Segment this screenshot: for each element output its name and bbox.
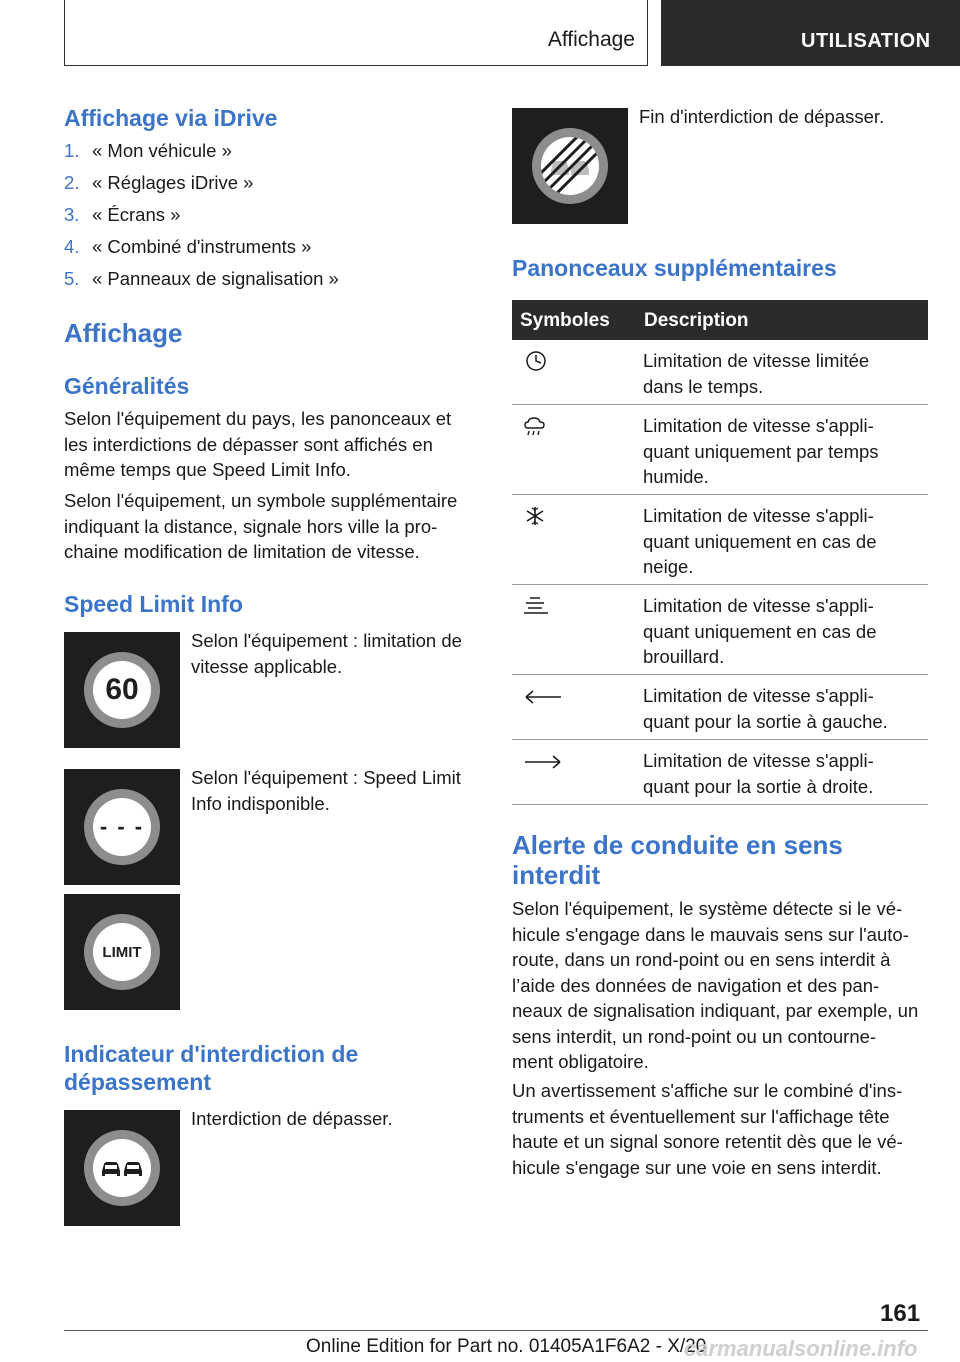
table-row: Limitation de vitesse s'appli‐ quant pour la sortie à droite.: [512, 740, 928, 805]
generalites-paragraph-1: Selon l'équipement du pays, les panonceaux et les interdictions de dépasser sont affichés en même temps que Speed Limit Info.: [64, 408, 452, 480]
table-row: Limitation de vitesse s'appli‐ quant uniquement en cas de brouillard.: [512, 585, 928, 675]
list-item: 3. « Écrans »: [64, 204, 181, 225]
table-header: [512, 300, 928, 340]
sign-60-caption: Selon l'équipement : limitation de vitesse applicable.: [191, 630, 462, 677]
panonceaux-table: [512, 300, 928, 805]
speed-limit-unavailable-sign: [64, 769, 180, 885]
generalites-heading: Généralités: [64, 373, 190, 399]
wrong-way-paragraph-2: Un avertissement s'affiche sur le combiné d'ins‐ truments et éventuellement sur l'affichage tête haute et un signal sonore retentit dès que le vé‐ hicule s'engage sur une voie en sens interdit.: [512, 1080, 903, 1178]
no-overtaking-sign: [64, 1110, 180, 1226]
panonceaux-heading: Panonceaux supplémentaires: [512, 255, 837, 281]
header-chapter-title: UTILISATION: [801, 30, 931, 52]
table-row: Limitation de vitesse s'appli‐ quant uniquement en cas de neige.: [512, 495, 928, 585]
list-item: 4. « Combiné d'instruments »: [64, 236, 312, 257]
sign-dash-label: - - -: [93, 798, 151, 856]
clock-icon: [518, 350, 558, 376]
watermark: carmanualsonline.info: [684, 1336, 918, 1361]
arrow-right-icon: [518, 750, 568, 776]
idrive-steps-list: [64, 138, 339, 298]
sign-limit-label: LIMIT: [93, 923, 151, 981]
end-no-overtaking-sign: [512, 108, 628, 224]
header-section-title: Affichage: [547, 28, 635, 51]
fog-icon: [518, 595, 558, 621]
sign-60-label: 60: [93, 661, 151, 719]
footer-divider: [64, 1330, 928, 1331]
table-row: Limitation de vitesse limitée dans le temps.: [512, 340, 928, 405]
rain-cloud-icon: [518, 415, 558, 441]
header-chapter-tab: [661, 0, 960, 66]
page-number: 161: [880, 1300, 921, 1327]
speed-limit-limit-sign: [64, 894, 180, 1010]
wrong-way-heading: Alerte de conduite en sens interdit: [512, 830, 843, 890]
speed-limit-60-sign: [64, 632, 180, 748]
overtaking-indicator-heading: Indicateur d'interdiction de dépassement: [64, 1041, 359, 1095]
no-overtaking-caption: Interdiction de dépasser.: [191, 1108, 393, 1129]
list-item: 5. « Panneaux de signalisation »: [64, 268, 339, 289]
wrong-way-paragraph-1: Selon l'équipement, le système détecte si le vé‐ hicule s'engage dans le mauvais sens sur l'auto‐ route, dans un rond-point ou en sens interdit à l’aide des données de navigation et des pan‐ neaux de signalisation indiquant, par exemple, un sens interdit, un rond-point ou un contourne‐ ment obligatoire.: [512, 898, 919, 1072]
affichage-heading: Affichage: [64, 318, 183, 348]
footer-edition: Online Edition for Part no. 01405A1F6A2 - X/20: [306, 1336, 707, 1357]
list-item: 1. « Mon véhicule »: [64, 140, 232, 161]
table-row: Limitation de vitesse s'appli‐ quant uniquement par temps humide.: [512, 405, 928, 495]
column-header-description: Description: [644, 310, 749, 331]
generalites-paragraph-2: Selon l'équipement, un symbole supplémentaire indiquant la distance, signale hors ville la pro‐ chaine modification de limitation de vitesse.: [64, 490, 458, 562]
speed-limit-info-heading: Speed Limit Info: [64, 591, 243, 617]
column-header-symboles: Symboles: [520, 310, 610, 331]
two-cars-icon: [99, 1157, 145, 1179]
table-row: Limitation de vitesse s'appli‐ quant pour la sortie à gauche.: [512, 675, 928, 740]
sign-dash-caption: Selon l'équipement : Speed Limit Info indisponible.: [191, 767, 461, 814]
arrow-left-icon: [518, 685, 568, 711]
list-item: 2. « Réglages iDrive »: [64, 172, 254, 193]
via-idrive-heading: Affichage via iDrive: [64, 105, 278, 131]
end-overtaking-icon: [541, 137, 599, 195]
snowflake-icon: [518, 505, 558, 531]
header-section-box: [64, 0, 648, 66]
end-no-overtaking-caption: Fin d'interdiction de dépasser.: [639, 106, 885, 127]
